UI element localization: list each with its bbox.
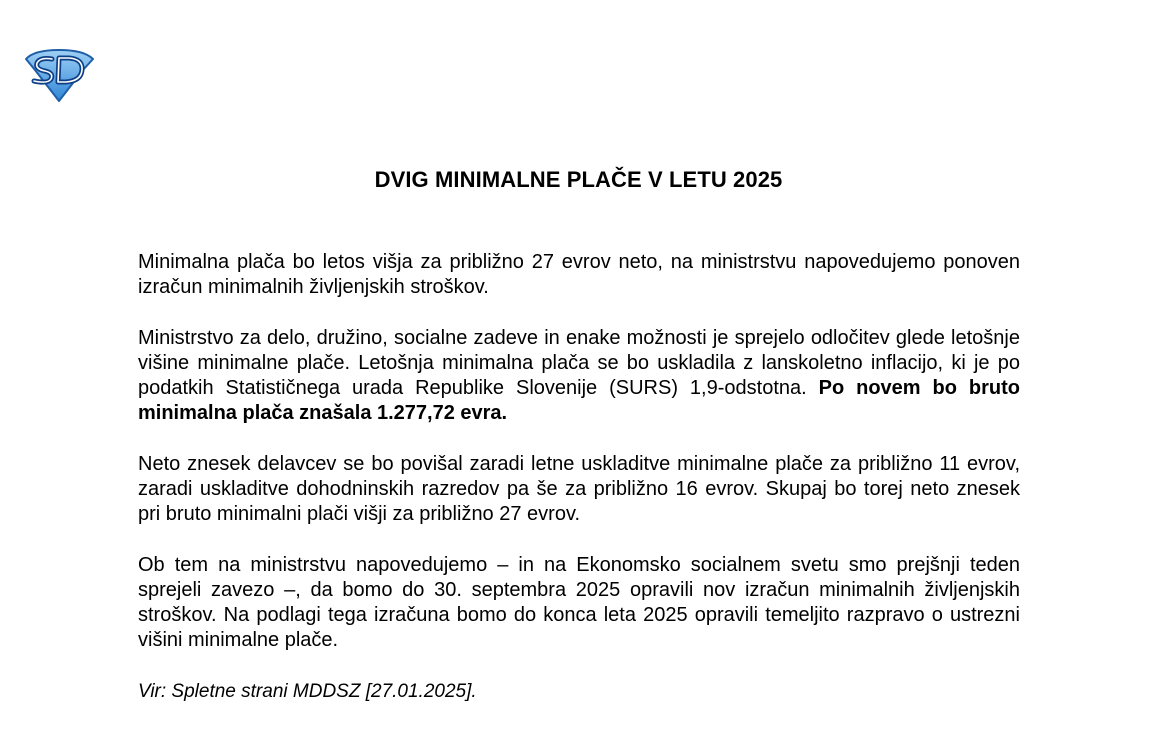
paragraph-text: Minimalna plača bo letos višja za približno 27 evrov neto, na ministrstvu napovedujemo ponoven izračun minimalnih življenjskih stroškov. (138, 251, 1020, 298)
paragraph-text: Neto znesek delavcev se bo povišal zaradi letne uskladitve minimalne plače za približno 11 evrov, zaradi uskladitve dohodninskih razredov pa še za približno 16 evrov. Skupaj bo torej neto znesek pri bruto minimalni plači višji za približno 27 evrov. (138, 453, 1020, 525)
document-title: DVIG MINIMALNE PLAČE V LETU 2025 (374, 167, 783, 192)
paragraph-net-amount (138, 452, 1020, 527)
document-body (138, 250, 1020, 704)
paragraph-decision (138, 326, 1020, 426)
source-citation: Vir: Spletne strani MDDSZ [27.01.2025]. (138, 681, 477, 702)
paragraph-announcement (138, 553, 1020, 653)
paragraph-intro (138, 250, 1020, 300)
paragraph-bold-highlight: Po novem bo bruto minimalna plača znašala 1.277,72 evra. (138, 377, 1020, 424)
organization-logo-icon (22, 47, 96, 103)
paragraph-text: Ministrstvo za delo, družino, socialne zadeve in enake možnosti je sprejelo odločitev glede letošnje višine minimalne plače. Letošnja minimalna plača se bo uskladila z lanskoletno inflacijo, ki je po podatkih Statističnega urada Republike Slovenije (SURS) 1,9-odstotna. (138, 327, 1020, 399)
paragraph-text: Ob tem na ministrstvu napovedujemo – in na Ekonomsko socialnem svetu smo prejšnji teden sprejeli zavezo –, da bomo do 30. septembra 2025 opravili nov izračun minimalnih življenjskih stroškov. Na podlagi tega izračuna bomo do konca leta 2025 opravili temeljito razpravo o ustrezni višini minimalne plače. (138, 554, 1020, 651)
